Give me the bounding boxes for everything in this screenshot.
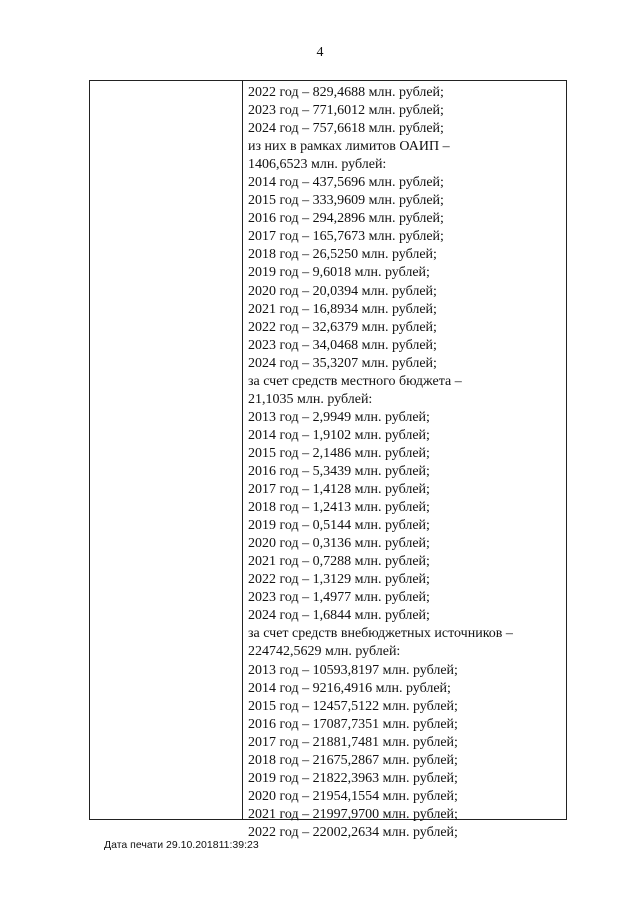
funding-line: за счет средств местного бюджета – xyxy=(248,373,462,389)
funding-line: 2020 год – 20,0394 млн. рублей; xyxy=(248,283,437,299)
funding-line: 2020 год – 0,3136 млн. рублей; xyxy=(248,536,430,552)
funding-line: 2013 год – 2,9949 млн. рублей; xyxy=(248,409,430,425)
funding-line: 2022 год – 22002,2634 млн. рублей; xyxy=(248,824,458,840)
funding-table xyxy=(89,80,567,840)
funding-line: 2015 год – 333,9609 млн. рублей; xyxy=(248,193,444,209)
funding-line: 2019 год – 0,5144 млн. рублей; xyxy=(248,518,430,534)
funding-line: 2014 год – 437,5696 млн. рублей; xyxy=(248,175,444,191)
funding-line: 2021 год – 21997,9700 млн. рублей; xyxy=(248,806,458,822)
funding-line: 2015 год – 12457,5122 млн. рублей; xyxy=(248,698,458,714)
funding-line: 2024 год – 757,6618 млн. рублей; xyxy=(248,121,444,137)
funding-line: 2023 год – 1,4977 млн. рублей; xyxy=(248,590,430,606)
funding-line: 2018 год – 1,2413 млн. рублей; xyxy=(248,500,430,516)
funding-line: 21,1035 млн. рублей: xyxy=(248,391,373,407)
funding-line: 2019 год – 9,6018 млн. рублей; xyxy=(248,265,430,281)
funding-line: 2023 год – 34,0468 млн. рублей; xyxy=(248,337,437,353)
funding-line: 2016 год – 5,3439 млн. рублей; xyxy=(248,463,430,479)
funding-line: 2024 год – 35,3207 млн. рублей; xyxy=(248,355,437,371)
funding-line: 2015 год – 2,1486 млн. рублей; xyxy=(248,445,430,461)
table-right-cell xyxy=(243,81,566,840)
funding-line: 2016 год – 294,2896 млн. рублей; xyxy=(248,211,444,227)
funding-line: 2018 год – 21675,2867 млн. рублей; xyxy=(248,752,458,768)
funding-line: 1406,6523 млн. рублей: xyxy=(248,157,387,173)
funding-line: 2017 год – 1,4128 млн. рублей; xyxy=(248,482,430,498)
funding-line: 2014 год – 9216,4916 млн. рублей; xyxy=(248,680,451,696)
funding-line: 2023 год – 771,6012 млн. рублей; xyxy=(248,103,444,119)
funding-line: 2013 год – 10593,8197 млн. рублей; xyxy=(248,662,458,678)
funding-line: 2021 год – 16,8934 млн. рублей; xyxy=(248,301,437,317)
funding-line: 2014 год – 1,9102 млн. рублей; xyxy=(248,427,430,443)
funding-line: 2016 год – 17087,7351 млн. рублей; xyxy=(248,716,458,732)
table-left-cell xyxy=(90,81,243,819)
funding-line: 2024 год – 1,6844 млн. рублей; xyxy=(248,608,430,624)
funding-line: 2022 год – 1,3129 млн. рублей; xyxy=(248,572,430,588)
funding-line: за счет средств внебюджетных источников – xyxy=(248,626,513,642)
funding-line: 2021 год – 0,7288 млн. рублей; xyxy=(248,554,430,570)
funding-line: 2018 год – 26,5250 млн. рублей; xyxy=(248,247,437,263)
print-date: Дата печати 29.10.201811:39:23 xyxy=(104,839,259,851)
funding-line: 2017 год – 165,7673 млн. рублей; xyxy=(248,229,444,245)
funding-line: из них в рамках лимитов ОАИП – xyxy=(248,139,450,155)
funding-line: 2017 год – 21881,7481 млн. рублей; xyxy=(248,734,458,750)
funding-line: 2022 год – 32,6379 млн. рублей; xyxy=(248,319,437,335)
funding-line: 224742,5629 млн. рублей: xyxy=(248,644,401,660)
funding-line: 2022 год – 829,4688 млн. рублей; xyxy=(248,85,444,100)
funding-line: 2020 год – 21954,1554 млн. рублей; xyxy=(248,788,458,804)
page-number: 4 xyxy=(316,45,324,60)
funding-line: 2019 год – 21822,3963 млн. рублей; xyxy=(248,770,458,786)
